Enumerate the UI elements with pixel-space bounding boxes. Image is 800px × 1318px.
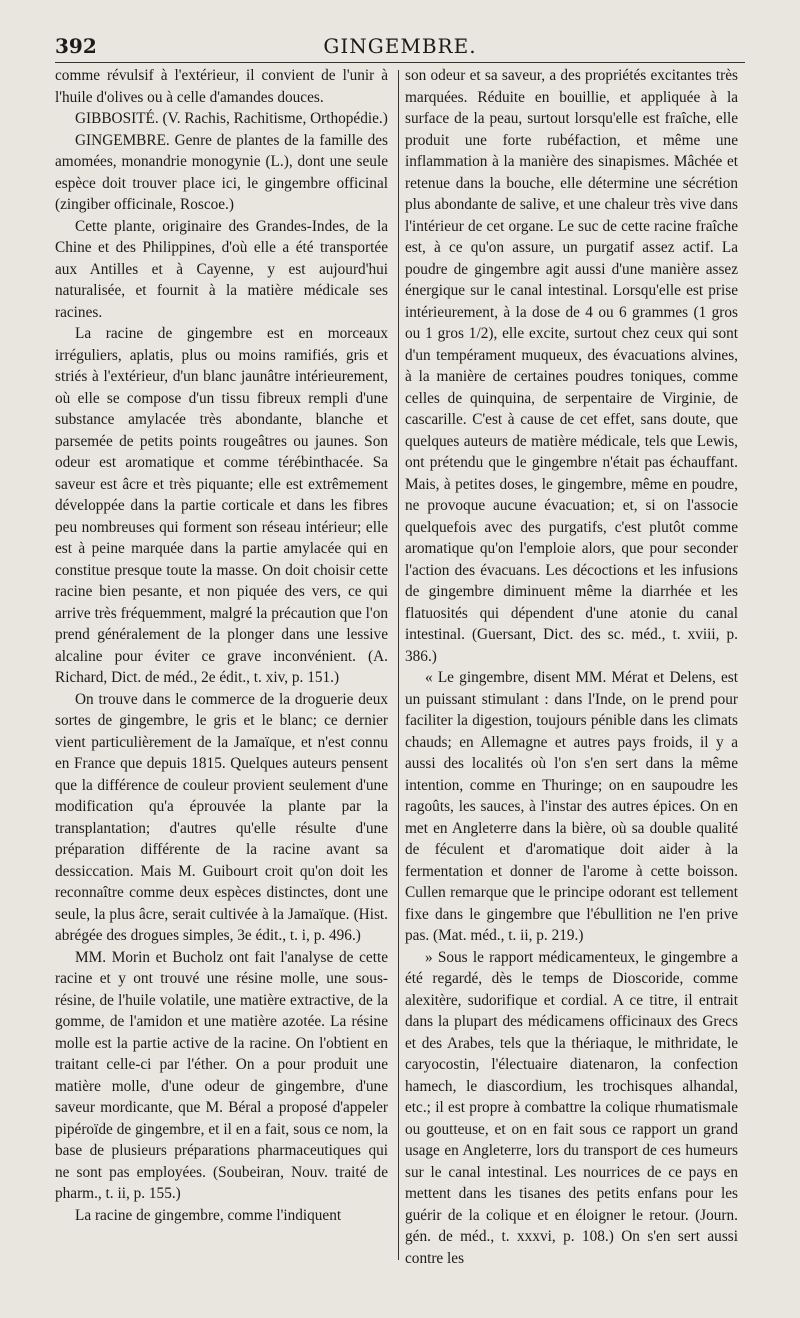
page-number: 392 (55, 34, 97, 58)
entry-gingembre: GINGEMBRE. Genre de plantes de la famille des amomées, monandrie monogynie (L.), dont une seule espèce doit trouver place ici, le gingembre officinal (zingiber officinale, Roscoe.) (55, 131, 388, 213)
right-column (405, 65, 738, 1269)
paragraph: » Sous le rapport médicamenteux, le gingembre a été regardé, dès le temps de Dioscoride, comme alexitère, sudorifique et cordial. A ce titre, il entrait dans la plupart des médicamens officinaux des Grecs et des Arabes, tels que la thériaque, le mithridate, le caryocostin, l'électuaire diatenaron, la confection hamech, le diascordium, les trochisques alhandal, etc.; il est propre à combattre la colique rhumatismale ou goutteuse, et on en fait sous ce rapport un grand usage en Angleterre, lors du transport de ces humeurs sur le canal intestinal. Les nourrices de ce pays en mettent dans les tisanes des petits enfans pour les guérir de la colique et en éloigner le retour. (Journ. gén. de méd., t. xxxvi, p. 108.) On s'en sert aussi contre les (405, 948, 738, 1267)
column-divider (398, 70, 399, 1260)
paragraph: La racine de gingembre est en morceaux irréguliers, aplatis, plus ou moins ramifiés, gris et striés à l'extérieur, d'un blanc jaunâtre intérieurement, où elle se compose d'un tissu fibreux rempli d'une substance amylacée très abondante, blanche et parsemée de petits points rougeâtres ou jaunes. Son odeur est aromatique et comme térébinthacée. Sa saveur est âcre et très piquante; elle est extrêmement développée dans la partie corticale et dans les fibres peu nombreuses qui forment son réseau intérieur; elle est à peine marquée dans la partie amylacée qui en constitue presque toute la masse. On doit choisir cette racine bien pesante, et non piquée des vers, ce qui arrive très fréquemment, malgré la précaution que l'on prend généralement de la plonger dans une lessive alcaline pour éviter ce grave inconvénient. (A. Richard, Dict. de méd., 2e édit., t. xiv, p. 151.) (55, 325, 388, 686)
page-header (55, 34, 745, 62)
running-head: GINGEMBRE. (323, 34, 477, 58)
left-column (55, 65, 388, 1226)
paragraph: comme révulsif à l'extérieur, il convient de l'unir à l'huile d'olives ou à celle d'amandes douces. (55, 67, 388, 106)
paragraph: Cette plante, originaire des Grandes-Indes, de la Chine et des Philippines, d'où elle a été transportée aux Antilles et à Cayenne, y est aujourd'hui naturalisée, et fournit à la matière médicale ses racines. (55, 217, 388, 321)
paragraph: On trouve dans le commerce de la droguerie deux sortes de gingembre, le gris et le blanc; ce dernier vient particulièrement de la Jamaïque, et n'est connu en France que depuis 1815. Quelques auteurs pensent que la différence de couleur provient seulement d'une modification qu'a éprouvée la plante par la transplantation; d'autres qu'elle résulte d'une préparation différente de la racine avant sa dessiccation. Mais M. Guibourt croit qu'on doit les reconnaître comme deux espèces distinctes, dont une seule, la plus âcre, serait cultivée à la Jamaïque. (Hist. abrégée des drogues simples, 3e édit., t. i, p. 496.) (55, 690, 388, 944)
entry-gibbosite: GIBBOSITÉ. (V. Rachis, Rachitisme, Orthopédie.) (75, 110, 388, 127)
paragraph: La racine de gingembre, comme l'indiquent (75, 1206, 342, 1224)
header-rule (55, 62, 745, 63)
paragraph: « Le gingembre, disent MM. Mérat et Delens, est un puissant stimulant : dans l'Inde, on le prend pour faciliter la digestion, toujours pénible dans les climats chauds; en Allemagne et autres pays froids, il y a aussi des localités où l'on s'en sert dans la même intention, comme en Thuringe; on en saupoudre les ragoûts, les sauces, à l'instar des autres épices. On en met en Angleterre dans la bière, où sa double qualité de féculent et d'aromatique doit aider à la fermentation et donner de l'arome à cette boisson. Cullen remarque que le principe odorant est tellement fixe dans le gingembre que l'ébullition ne l'en prive pas. (Mat. méd., t. ii, p. 219.) (405, 669, 738, 944)
paragraph: MM. Morin et Bucholz ont fait l'analyse de cette racine et y ont trouvé une résine molle, une sous-résine, de l'huile volatile, une matière extractive, de la gomme, de l'amidon et une matière azotée. La résine molle est la partie active de la racine. On l'obtient en traitant celle-ci par l'éther. On a pour produit une matière molle, d'une odeur de gingembre, d'une saveur mordicante, que M. Béral a proposé d'appeler pipéroïde de gingembre, et il en a fait, sous ce nom, la base de plusieurs préparations pharmaceutiques qui ne sont pas employées. (Soubeiran, Nouv. traité de pharm., t. ii, p. 155.) (55, 948, 388, 1202)
paragraph: son odeur et sa saveur, a des propriétés excitantes très marquées. Réduite en bouillie, et appliquée à la surface de la peau, surtout lorsqu'elle est fraîche, elle produit une forte rubéfaction, et même une inflammation à la manière des sinapismes. Mâchée et retenue dans la bouche, elle détermine une sécrétion plus abondante de salive, et une chaleur très vive dans l'intérieur de cet organe. Le suc de cette racine fraîche est, à ce qu'on assure, un purgatif assez actif. La poudre de gingembre agit aussi d'une manière assez énergique sur le canal intestinal. Lorsqu'elle est prise intérieurement, à la dose de 4 ou 6 grammes (1 gros ou 1 gros 1/2), elle excite, surtout chez ceux qui sont d'un tempérament muqueux, des évacuations alvines, à la manière de certaines poudres toniques, comme celles de quinquina, de serpentaire de Virginie, de cascarille. C'est à cause de cet effet, sans doute, que quelques auteurs de matière médicale, tels que Lewis, ont prétendu que le gingembre n'était pas échauffant. Mais, à petites doses, le gingembre, même en poudre, ne provoque aucune évacuation; et, si on l'associe quelquefois avec des purgatifs, c'est plutôt comme aromatique qu'on l'emploie alors, que pour seconder l'action des évacuans. Les décoctions et les infusions de gingembre diminuent même la diarrhée et les flatuosités qui dépendent d'une atonie du canal intestinal. (Guersant, Dict. des sc. méd., t. xviii, p. 386.) (405, 67, 738, 665)
